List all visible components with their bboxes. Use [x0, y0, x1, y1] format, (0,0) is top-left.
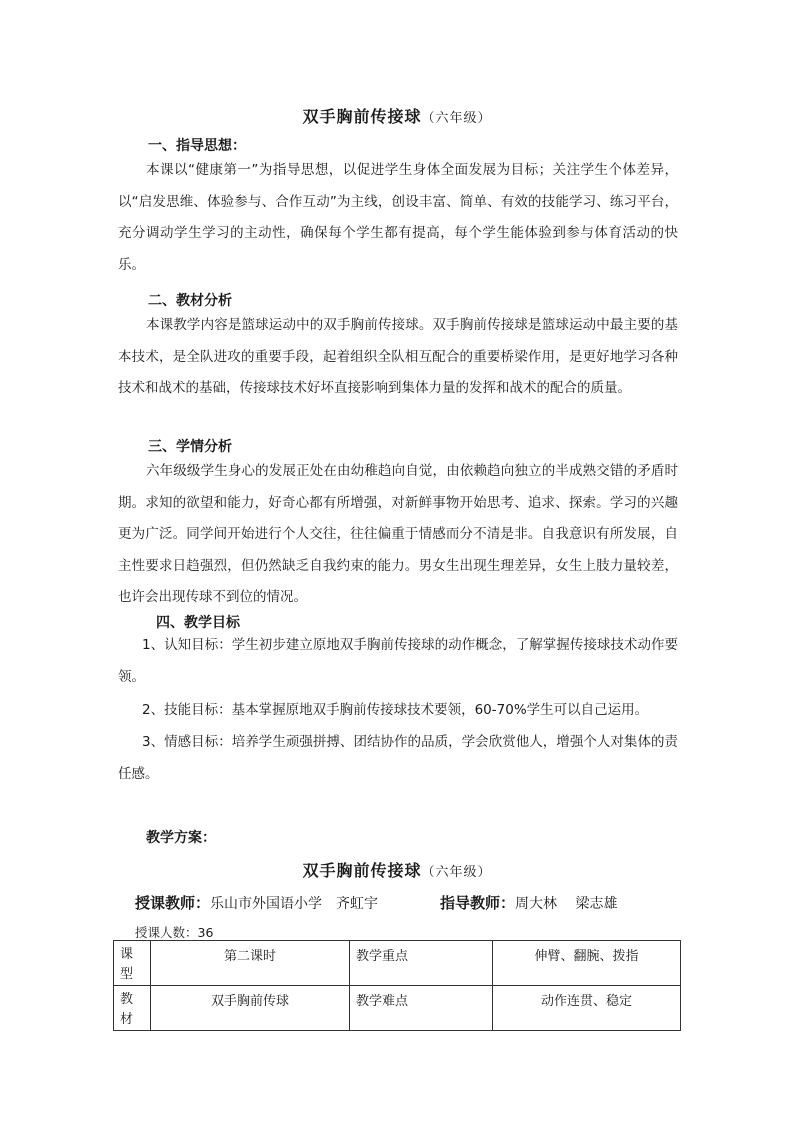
- teacher-label: 授课教师：: [135, 894, 211, 912]
- section-heading-guiding: 一、指导思想：: [148, 138, 246, 154]
- section-heading-students: 三、学情分析: [148, 439, 232, 455]
- table-cell-material-value: 双手胸前传球: [151, 986, 350, 1031]
- teacher-value: 乐山市外国语小学 齐虹宇: [210, 896, 379, 912]
- section-body-students: 六年级级学生身心的发展正处在由幼稚趋向自觉，由依赖趋向独立的半成熟交错的矛盾时期。求知的欲望和能力，好奇心都有所增强，对新鲜事物开始思考、追求、探索。学习的兴趣更为广泛。同学间开始进行个人交往，往往偏重于情感而分不清是非。自我意识有所发展，自主性要求日趋强烈，但仍然缺乏自我约束的能力。男女生出现生理差异，女生上肢力量较差，也许会出现传球不到位的情况。: [118, 463, 678, 605]
- section-body-material: 本课教学内容是篮球运动中的双手胸前传接球。双手胸前传接球是篮球运动中最主要的基本技术，是全队进攻的重要手段，起着组织全队相互配合的重要桥梁作用，是更好地学习各种技术和战术的基础，传接球技术好坏直接影响到集体力量的发挥和战术的配合的质量。: [118, 317, 678, 396]
- guide-teacher-value: 周大林 梁志雄: [515, 896, 618, 912]
- goal-skill: 2、技能目标：基本掌握原地双手胸前传接球技术要领，60-70%学生可以自己运用。: [142, 702, 649, 718]
- plan-title-grade: （六年级）: [421, 865, 492, 880]
- table-cell-type-value: 第二课时: [151, 941, 350, 986]
- table-row: [114, 986, 681, 1031]
- table-row: [114, 941, 681, 986]
- table-cell-material-label: 教材: [114, 986, 151, 1031]
- section-body-guiding: 本课以“健康第一”为指导思想，以促进学生身体全面发展为目标；关注学生个体差异，以“启发思维、体验参与、合作互动”为主线，创设丰富、简单、有效的技能学习、练习平台，充分调动学生学习的主动性，确保每个学生都有提高，每个学生能体验到参与体育活动的快乐。: [118, 162, 678, 273]
- plan-label: 教学方案：: [146, 830, 216, 846]
- goal-cognitive: 1、认知目标：学生初步建立原地双手胸前传接球的动作概念，了解掌握传接球技术动作要领。: [118, 637, 678, 685]
- table-cell-key-label: 教学重点: [350, 941, 493, 986]
- student-count: 授课人数：36: [135, 925, 214, 940]
- title-grade: （六年级）: [421, 111, 492, 126]
- table-cell-type-label: 课型: [114, 941, 151, 986]
- guide-teacher-label: 指导教师：: [440, 894, 516, 912]
- document-title: [0, 104, 794, 127]
- lesson-plan-table: [113, 940, 681, 1031]
- table-cell-difficulty-value: 动作连贯、稳定: [493, 986, 681, 1031]
- goal-emotional: 3、情感目标：培养学生顽强拼搏、团结协作的品质，学会欣赏他人，增强个人对集体的责任感。: [118, 734, 678, 782]
- table-cell-difficulty-label: 教学难点: [350, 986, 493, 1031]
- teacher-info: [135, 892, 695, 913]
- section-heading-material: 二、教材分析: [148, 293, 232, 309]
- plan-title-main: 双手胸前传接球: [302, 861, 422, 880]
- title-main: 双手胸前传接球: [302, 107, 422, 126]
- plan-title: [0, 858, 794, 881]
- section-heading-goals: 四、教学目标: [156, 615, 240, 631]
- table-cell-key-value: 伸臂、翻腕、拨指: [493, 941, 681, 986]
